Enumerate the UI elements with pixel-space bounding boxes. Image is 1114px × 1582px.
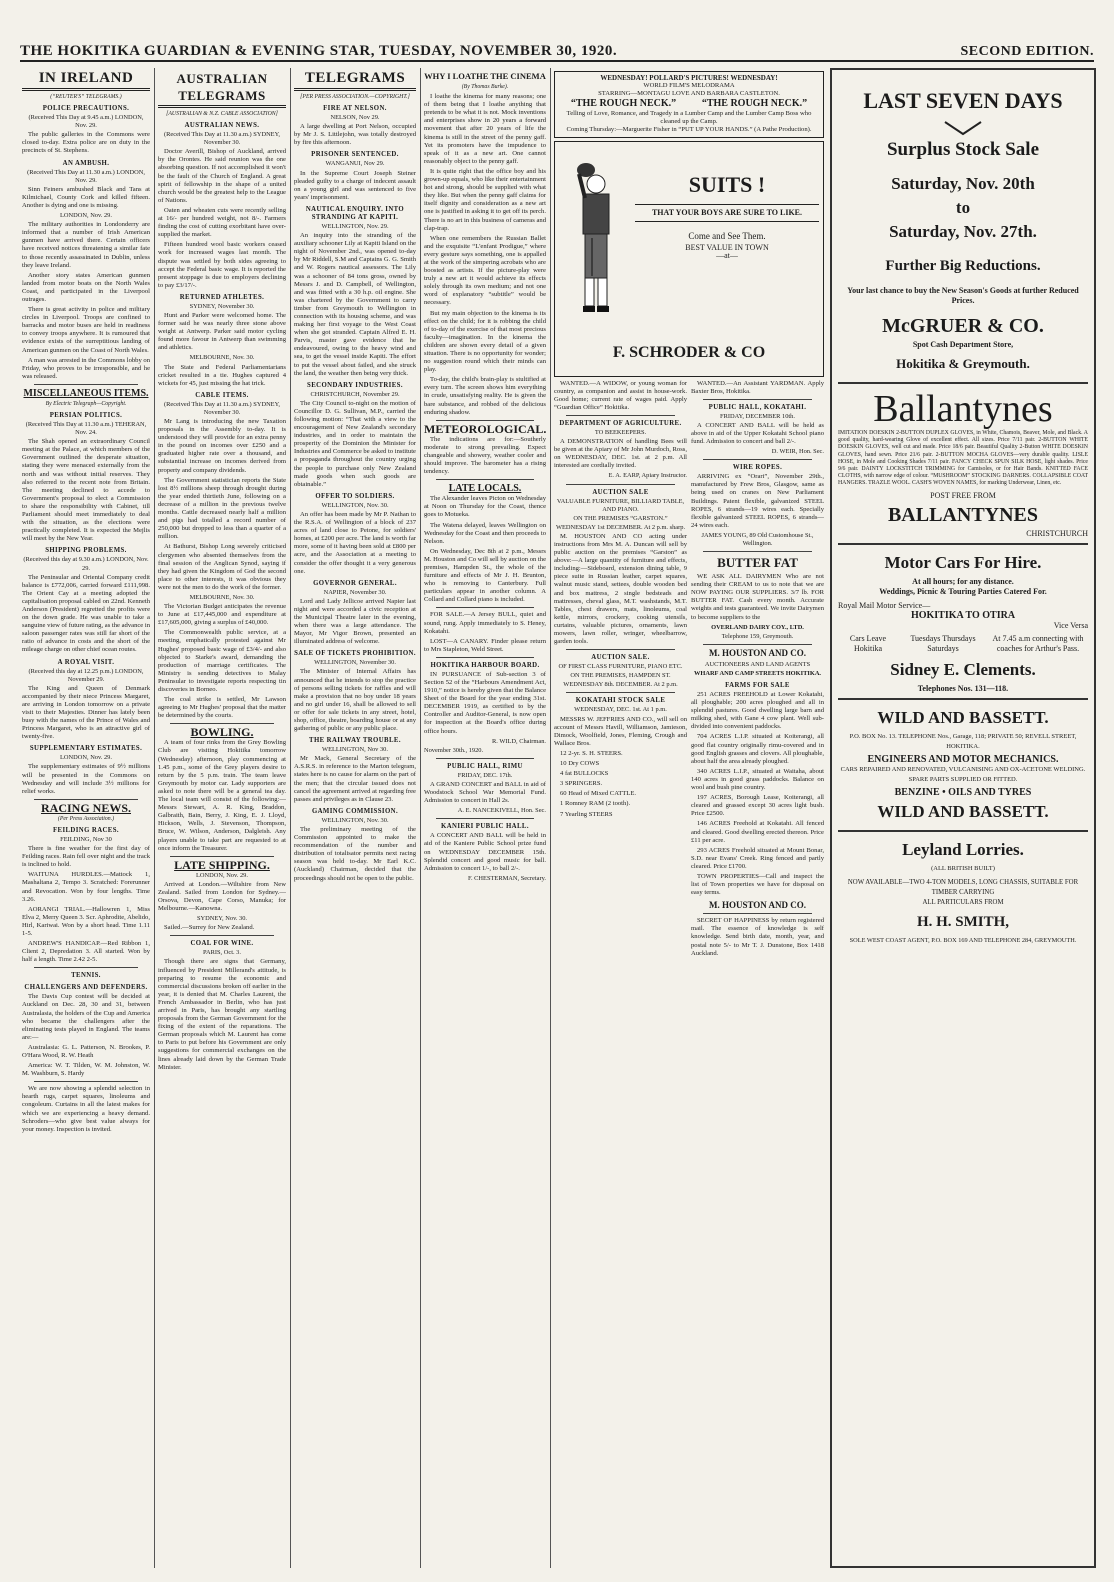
stock-sale-list: [554, 750, 687, 819]
kokatahi-text: A CONCERT AND BALL will be held as above in aid of the Upper Kokatahi School piano fund. Admission to concert and ball 2/-.: [691, 421, 824, 446]
column-ireland: [22, 68, 155, 1568]
list-paragraph: 197 ACRES, Borough Lease, Koiterangi, all cleared and grassed except 30 acres light bush. Price £2500.: [691, 794, 824, 818]
suits-line3: BEST VALUE IN TOWN: [685, 242, 769, 252]
rimu-heading: PUBLIC HALL, RIMU: [447, 762, 523, 770]
secret-happiness-ad: SECRET OF HAPPINESS by return registered mail. The essence of knowledge is self knowledge. Send birth date, month, year, and postal note 5/- to Mr T. J. Dunstone, Box 1418 Auckland.: [691, 917, 824, 957]
list-paragraph: 293 ACRES Freehold situated at Mount Bonar, S.D. near Evans' Creek. Ring fenced and partly cleared. Price £1700.: [691, 846, 824, 870]
article-text: The Commonwealth public service, at a meeting, emphatically protested against Mr Hughes' proposed basic wage of £3/4/- and also objected to Starke's award, demanding the production of marriage certificates. The Ministry is sending detectives to Malay Peninsular to investigate reports respecting tin discoveries in Borneo.: [158, 629, 286, 693]
motor-sub2: Weddings, Picnic & Touring Parties Catered For.: [879, 586, 1047, 596]
list-paragraph: On Wednesday, Dec 8th at 2 p.m., Messrs M. Houston and Co will sell by auction on the premises, Hampden St., the whole of the furniture and effects of Mr J. H. Brunton, who is removing to Canterbury. Full particulars appear in another column. A Collard and Collard piano is included.: [424, 547, 546, 604]
wire-ropes-heading: WIRE ROPES.: [732, 464, 783, 472]
royal-mail: Royal Mail Motor Service—: [838, 600, 931, 610]
butter-fat-tel: Telephone 159, Greymouth.: [721, 632, 794, 640]
pollard-sub: WORLD FILM'S MELODRAMA: [643, 82, 735, 90]
meteorological-text: The indications are for:—Southerly moderate to strong prevailing. Expect changeable and showery, weather cooler and should improve. The barometer has a rising tendency.: [424, 435, 546, 476]
spare-parts: SPARE PARTS SUPPLIED OR FITTED.: [908, 775, 1018, 783]
article-text: Another story states American gunmen landed from motor boats on the North Wales Coast, and participated in the Liverpool outrages.: [22, 271, 150, 303]
kaniere-sign: F. CHESTERMAN, Secretary.: [467, 874, 546, 882]
article-text: A large dwelling at Port Nelson, occupied by Mr J. S. Littlejohn, was totally destroyed by fire this afternoon.: [294, 123, 416, 147]
article-text: The Peninsular and Oriental Company credit balance is £772,006, carried forward £111,998. The Orient Cay at a meeting adopted the capitalisation proposal cabled on 22nd. Kenneth Anderson (President) regretted the profits were on the down grade. He was unable to take a sanguine view of future rating, as the advance in saloon passenger rates was still far short of the ratio of advance in costs and the short of the mileage charge on other chief ocean routes.: [22, 573, 150, 654]
article-text: An inquiry into the stranding of the auxiliary schooner Lily at Kapiti Island on the night of November 2nd., was opened to-day by Mr Riddell, S.M and Captains G. G. Smith and W. Rogers nautical assessors. The Lily was a schooner of 84 tons gross, owned by Messrs J. and D. Campbell, of Wellington, and was fitted with a 30 h.p. oil engine. She was chartered by the Government to carry timber from Greymouth to Wellington in connection with its housing scheme, and was making her first voyage to the West Coast when she got stranded. Captain Alfred E. H. Parvis, master gave evidence that he endeavoured, owing to the heavy wind and sea, to get the vessel inside Kapiti. The effort to put the vessel about failed, and she struck the land, the weather then being very thick.: [294, 232, 416, 377]
article-dateline: (Received This Day at 9.45 a.m.) LONDON, Nov. 29.: [28, 114, 144, 130]
list-paragraph: 3 SPRINGERS.: [560, 780, 603, 788]
article-heading: GOVERNOR GENERAL.: [313, 579, 397, 587]
column-telegrams: [294, 68, 421, 1568]
dept-sign: E. A. EARP, Apiary Instructor.: [608, 472, 687, 480]
article-text: Mr Mack, General Secretary of the A.S.R.S. in reference to the Marton telegram, states here is no cause for alarm on the part of the men; that the circular issued does not cancel the agreement arrived at regarding free passes and privileges as in Clause 23.: [294, 755, 416, 803]
suits-line2: Come and See Them.: [688, 230, 766, 241]
article-heading: FIRE AT NELSON.: [323, 105, 387, 113]
article-heading: SALE OF TICKETS PROHIBITION.: [294, 650, 416, 658]
list-paragraph: 60 Head of Mixed CATTLE.: [560, 790, 636, 798]
ballantynes-ad: [838, 382, 1088, 543]
article-text: There is great activity in police and military circles in Liverpool. Troops are confined to barracks and motor buses are held in readiness to convey troops anywhere. It is rumoured that evidence exists of the surreptitious landing of American gunmen on the Coast of North Wales.: [22, 306, 150, 354]
racing-heading: RACING NEWS.: [40, 800, 131, 815]
article-text: WAITUNA HURDLES.—Mattock 1, Mashaltana 2, Tempo 3. Scratched: Forerunner and Revocation. Won by four lengths. Time 3.26.: [22, 871, 150, 903]
late-locals-items: [424, 495, 546, 604]
wire-ropes-text: ARRIVING ex “Orari”, November 29th., manufactured by Frew Bros, Glasgow, same as being used on cranes on New Parliament Buildings. Patent flexible, galvanized STEEL ROPES, 6 strands—19 wires each. Specially flexible galvanized STEEL ROPES, 6 strands—24 wires each.: [691, 473, 824, 529]
article-text: The military authorities in Londonderry are informed that a number of Irish American gunmen have arrived there. Certain officers have received notices threatening a similar fate to those recently assassinated in Dublin, unless they leave Ireland.: [22, 221, 150, 269]
leyland-heading: Leyland Lorries.: [902, 839, 1024, 859]
sale-to-date: Saturday, Nov. 27th.: [889, 222, 1037, 241]
motor-heading: Motor Cars For Hire.: [884, 552, 1042, 572]
column-display-ads: [830, 68, 1096, 1568]
auction-where: ON THE PREMISES “GARSTON.”: [573, 514, 668, 522]
piano-auction-when: WEDNESDAY 8th. DECEMBER. At 2 p.m.: [563, 681, 678, 689]
article-dateline: LONDON, Nov. 29.: [60, 212, 112, 220]
list-paragraph: 251 ACRES FREEHOLD at Lower Kokatahi, all ploughable; 200 acres ploughed and all in splendid pastures. Good dwelling large barn and milking shed, with Gane 4 cow plant. Well sub-divided into convenient paddocks.: [691, 691, 824, 731]
pollard-film-title-2: “THE ROUGH NECK.”: [701, 98, 808, 110]
list-paragraph: 340 ACRES L.I.P., situated at Waitaha, about 140 acres in good grass paddocks. Balance on wool and bush pine country.: [691, 767, 824, 792]
article-text: Hunt and Parker were welcomed home. The former said he was nearly three stone above weight at Antwerp. Parker said motor cycling found more favour in Antwerp than swimming and athletics.: [158, 311, 286, 352]
shipping-items: [158, 872, 286, 933]
pollard-next: Coming Thursday:—Marguerite Fisher in “PUT UP YOUR HANDS.” (A Pathe Production).: [566, 126, 812, 134]
piano-auction-where: ON THE PREMISES, HAMPDEN ST.: [570, 672, 671, 680]
article-dateline: FEILDING, Nov 30: [60, 835, 112, 843]
coal-text: Though there are signs that Germany, influenced by President Millerand's attitude, is preparing to resume the economic and commercial discussions broken off earlier in the year, it is denied that M. Charles Laurent, the French Ambassador in Berlin, who has just arrived in Paris, has brought any startling proposals from the German Government for the fixing of the extent of the reparations. The German proposals which M. Laurent has come to Paris to put before his Government are only suggestions for commercial exchanges on the lines already laid down by the German Trade Minister.: [158, 958, 286, 1071]
telegrams-source: [PER PRESS ASSOCIATION.—COPYRIGHT.]: [300, 94, 410, 100]
farms-list: [691, 691, 824, 871]
tennis-subheading: CHALLENGERS AND DEFENDERS.: [24, 984, 148, 992]
list-paragraph: 12 2-yr. S. H. STEERS.: [560, 749, 623, 757]
harbour-sign: R. WILD, Chairman.: [491, 737, 546, 745]
wild-bassett-name: WILD AND BASSETT.: [877, 707, 1049, 727]
rimu-sign: A. E. NANCEKIVELL, Hon. Sec.: [457, 807, 546, 815]
list-paragraph: To-day, the child's brain-play is stultified at every turn. The screen shows him everything in crude, unsatisfying reality. He is given the bare substance, and robbed of the delicious enduring shadow.: [424, 376, 546, 416]
town-properties-text: TOWN PROPERTIES—Call and inspect the list of Town properties we have for disposal on easy terms.: [691, 872, 824, 897]
kaniere-text: A CONCERT AND BALL will be held in aid of the Kaniere Public School prize fund on WEDNESDAY DECEMBER 15th. Splendid concert and good music for ball. Admission to concert 1/-, to ball 2/-.: [424, 832, 546, 872]
racing-source: (Per Press Association.): [57, 815, 115, 822]
article-heading: CABLE ITEMS.: [195, 391, 249, 399]
ballantynes-post: POST FREE FROM: [930, 490, 996, 500]
article-text: Doctor Averill, Bishop of Auckland, arrived by the Orontes. He said reunion was the one absorbing question. If not accomplished it won't be the fault of the Church of England. A great spirit of fellowship in the shape of a united church would be the greatest help to the League of Nations.: [158, 148, 286, 204]
cinema-byline: (By Thomas Burke).: [461, 84, 509, 90]
article-text: The Victorian Budget anticipates the revenue to June at £17,445,000 and expenditure at £17,605,000, giving a surplus of £40,000.: [158, 603, 286, 627]
article-dateline: (Received This Day at 11.30 a.m.) SYDNEY, November 30.: [164, 131, 280, 147]
wild-bassett-addr: P.O. BOX No. 13. TELEPHONE Nos., Garage, 118; PRIVATE 50; REVELL STREET, HOKITIKA.: [849, 732, 1077, 750]
dept-heading: DEPARTMENT OF AGRICULTURE.: [559, 419, 682, 427]
mcgruer-name: McGRUER & CO.: [882, 315, 1044, 337]
harbour-date: November 30th., 1920.: [424, 746, 484, 754]
clements-name: Sidney E. Clements.: [890, 659, 1036, 679]
wanted-yardman-ad: WANTED.—An Assistant YARDMAN. Apply Baxter Bros, Hokitika.: [691, 379, 824, 395]
smith-name: H. H. SMITH,: [916, 913, 1010, 930]
mcgruer-sale-ad: [838, 88, 1088, 374]
article-dateline: WELLINGTON, November 30.: [314, 659, 396, 667]
australian-items: [158, 131, 286, 720]
article-text: Lord and Lady Jellicoe arrived Napier last night and were accorded a civic reception at the Municipal Theatre later in the evening, when there was a large attendance. The Mayor, Mr Vigor Brown, presented an illuminated address of welcome.: [294, 597, 416, 646]
article-heading: NAUTICAL ENQUIRY. INTO STRANDING AT KAPITI.: [305, 205, 405, 221]
list-paragraph: 10 Dry COWS: [560, 760, 600, 768]
list-paragraph: 7 Yearling STEERS: [560, 810, 613, 818]
wanted-widow-ad: WANTED.—A WIDOW, or young woman for country, as companion and assist in house-work. Good home; current rate of wages paid. Apply “Guardian Office” Hokitika.: [554, 379, 687, 411]
suits-heading: SUITS !: [688, 171, 766, 197]
houston-sub: AUCTIONEERS AND LAND AGENTS: [704, 660, 811, 668]
schedule-days: Tuesdays Thursdays Saturdays: [910, 633, 976, 653]
schedule-connect: At 7.45 a.m connecting with coaches for Arthur's Pass.: [992, 633, 1084, 653]
leyland-available: NOW AVAILABLE—TWO 4-TON MODELS, LONG CHASSIS, SUITABLE FOR TIMBER CARRYING: [847, 878, 1079, 896]
article-text: Sinn Feiners ambushed Black and Tans at Kilmichael, County Cork and killed fifteen. Another is dying and one is missing.: [22, 185, 150, 209]
shipping-heading: LATE SHIPPING.: [174, 857, 270, 872]
ballantynes-items: IMITATION DOESKIN 2-BUTTON DUPLEX GLOVES, in White, Chamois, Beaver, Mole, and Black. A good quality, hard-wearing Glove of excellent effect. All sizes. Price 7/11 pair. 2-BUTTON WHITE DOESKIN GLOVES, well cut and made. Price 18/6 pair. Beautiful Quality 2-Button WHITE DOESKIN GLOVES, hand sewn. Price 21/6 pair. 2-BUTTON MOCHA GLOVES—very durable quality. LISLE HOSE, in Mole and Cooking Shades 7/11 pair. FANCY CHECK SPUN SILK HOSE, light shades. Price 9/6 pair. DAINTY LOCKSTITCH TRIMMING for Camisoles, or for Hair Bands. KNITTED FACE CLOTHS, with narrow edge of colour. “MUSHROOM” STOCKING DARNERS. COLLAPSIBLE COAT HANGERS. TRAZLE WOOL. CASH'S WOVEN NAMES, for marking Underwear, Linen, etc.: [838, 430, 1088, 487]
late-locals-heading: LATE LOCALS.: [448, 483, 522, 495]
pollard-desc: Telling of Love, Romance, and Tragedy in a Lumber Camp and the Lumber Camp Boss who cleaned up the Camp.: [566, 110, 812, 126]
stock-sale-heading: KOKATAHI STOCK SALE: [575, 697, 666, 705]
article-dateline: WELLINGTON, Nov. 30.: [321, 501, 389, 509]
butter-fat-heading: BUTTER FAT: [717, 555, 798, 571]
article-heading: SHIPPING PROBLEMS.: [45, 547, 127, 555]
vice-versa: Vice Versa: [1053, 620, 1088, 630]
misc-items: [22, 412, 150, 796]
smith-sub: SOLE WEST COAST AGENT, P.O. BOX 169 AND TELEPHONE 284, GREYMOUTH.: [849, 936, 1077, 944]
article-heading: RETURNED ATHLETES.: [179, 293, 265, 301]
bowling-text: A team of four rinks from the Grey Bowling Club are visiting Hokitika tomorrow (Wednesday) afternoon, play commencing at 1.45 p.m., some of the Grey players desire to return by the 5 p.m. train. The team leave Greymouth by motor car. Lady supporters are asked to note there will be a general tea day. The local team will consist of the following:—Messrs Stewart, A. R. King, Braddon, Galbraith, Bain, Berry, J. King, E. J. Lloyd, Hickson, Wells, J. Stevenson, Thompson, Bruce, W. Wilson, Anderson, Dalgleish. Any players unable to take part are requested to at once inform the Treasurer.: [158, 739, 286, 852]
article-text: An offer has been made by Mr P. Nathan to the R.S.A. of Wellington of a block of 237 acres of land close to Petone, for soldiers' homes, at £200 per acre. The land is worth far more, some of it having been sold at £800 per acre, and the Association at a meeting to consider the offer thought it a very generous one.: [294, 510, 416, 575]
article-heading: THE RAILWAY TROUBLE.: [309, 737, 401, 745]
mcgruer-sub: Spot Cash Department Store,: [912, 340, 1014, 349]
ballantynes-logo: Ballantynes: [873, 388, 1053, 430]
ireland-items: [22, 105, 150, 381]
article-dateline: (Received This Day at 11.30 a.m.) LONDON, Nov. 29.: [27, 168, 145, 184]
farms-heading: FARMS FOR SALE: [725, 682, 790, 689]
article-text: ANDREW'S HANDICAP.—Red Ribbon 1, Client 2, Depredation 3. All started. Won by half a length. Time 2.42 2-5.: [22, 940, 150, 964]
article-dateline: NAPIER, November 30.: [323, 588, 387, 596]
article-heading: POLICE PRECAUTIONS.: [42, 105, 130, 113]
pollard-stars: STARRING—MONTAGU LOVE AND BARBARA CASTLETON.: [598, 90, 780, 98]
sale-from-date: Saturday, Nov. 20th: [891, 174, 1035, 193]
piano-auction-heading: AUCTION SALE.: [591, 654, 650, 662]
article-dateline: LONDON, Nov. 29.: [196, 871, 248, 879]
list-paragraph: 146 ACRES Freehold at Kokatahi. All fenced and cleared. Good dwelling erected thereon. Price £11 per acre.: [691, 820, 824, 844]
list-paragraph: 704 ACRES L.I.P. situated at Koiterangi, all good flat country originally rimu-covered and in good English grasses and clovers. All ploughable, about half the area already ploughed.: [691, 733, 824, 765]
article-text: A man was arrested in the Commons lobby on Friday, who proves to be irresponsible, and he was released.: [22, 356, 150, 380]
article-dateline: WANGANUI, Nov 29.: [325, 160, 385, 168]
tennis-heading: TENNIS.: [71, 972, 101, 980]
australian-sub: AUSTRALIAN NEWS.: [184, 122, 260, 130]
suits-firm: F. SCHRODER & CO: [612, 344, 766, 362]
article-text: The supplementary estimates of 9½ millions will be presented in the Commons on Wednesday and will include 3½ millions for relief works.: [22, 763, 150, 795]
article-heading: AN AMBUSH.: [62, 159, 110, 167]
article-text: There is fine weather for the first day of Feilding races. Rain fell over night and the track is inclined to hold.: [22, 845, 150, 869]
masthead: [20, 38, 1094, 62]
benzine-line: BENZINE • OILS AND TYRES: [894, 786, 1032, 798]
column-australian: [158, 68, 291, 1568]
article-dateline: WELLINGTON, Nov. 30.: [321, 816, 389, 824]
auction-when: WEDNESDAY 1st DECEMBER. At 2 p.m. sharp.: [555, 523, 686, 531]
auction-title: VALUABLE FURNITURE, BILLIARD TABLE, AND PIANO.: [556, 497, 685, 513]
wire-ropes-sign: JAMES YOUNG, 89 Old Customhouse St., Wellington.: [701, 531, 814, 547]
article-dateline: SYDNEY, November 30.: [189, 302, 255, 310]
town-properties-firm: M. HOUSTON AND CO.: [708, 900, 807, 911]
telegrams-heading: TELEGRAMS: [294, 70, 416, 91]
article-dateline: LONDON, Nov. 29.: [60, 754, 112, 762]
article-text: AORANGI TRIAL.—Hallowren 1, Miss Elva 2, Merry Queen 3. Scr. Aphrodite, Abelido, Hirl, Kariwai. Won by a short head. Time 1.11 1-5.: [22, 905, 150, 937]
newspaper-title: THE HOKITIKA GUARDIAN & EVENING STAR, TUESDAY, NOVEMBER 30, 1920.: [20, 43, 618, 59]
stock-sale-when: WEDNESDAY, DEC. 1st. At 1 p.m.: [574, 706, 667, 714]
pollard-film-title: “THE ROUGH NECK.”: [570, 98, 677, 110]
article-heading: PRISONER SENTENCED.: [311, 151, 399, 159]
kokatahi-sign: D. WEIR, Hon. Sec.: [771, 448, 824, 456]
auction-heading: AUCTION SALE: [592, 488, 649, 496]
article-dateline: NELSON, Nov 29.: [330, 114, 380, 122]
mcgruer-location: Hokitika & Greymouth.: [896, 356, 1030, 371]
meteorological-heading: METEOROLOGICAL.: [424, 421, 547, 436]
list-paragraph: The Watena delayed, leaves Wellington on Wednesday for the Coast and then proceeds to Nelson.: [424, 521, 546, 545]
article-heading: GAMING COMMISSION.: [311, 807, 399, 815]
article-dateline: MELBOURNE, Nov. 30.: [189, 593, 255, 601]
article-dateline: SYDNEY, Nov. 30.: [196, 915, 248, 923]
ads-right: [691, 380, 824, 960]
schroder-rugs-notice: We are now showing a splendid selection in hearth rugs, carpet squares, linoleums and congoleum. Curtains in all the latest makes for which we are experiencing a heavy demand. Schroders—who give best value always for your money. Inspection is invited.: [22, 1085, 150, 1133]
article-text: The public galleries in the Commons were closed to-day. Extra police are on duty in the precincts of St. Stephens.: [22, 131, 150, 155]
article-dateline: (Received this day at 12.25 p.m.) LONDON, November 29.: [28, 667, 144, 683]
article-heading: SECONDARY INDUSTRIES.: [307, 381, 403, 389]
wild-bassett-ad: [838, 698, 1088, 830]
auction-text: M. HOUSTON AND CO acting under instructions from Mrs M. A. Duncan will sell by public auction on the premises “Garston” as above:—A large quantity of furniture and effects, including:—Sideboard, extension dining table, 9 piece suite in Russian leather, carpet squares, walnut music stand, settees, double wooden bed and box mattress, 2 single bedsteads and mattresses, cheval glass, M.T. washstands, M.T. Tables, chest drawers, mats, linoleums, coal kettle, mirrors, crockery, cooking utensils, curtains, valuable pictures, ornaments, lawn mowers, lawn roller, wringer, wheelbarrow, garden tools.: [554, 532, 687, 646]
last-chance: Your last chance to buy the New Season's Goods at further Reduced Prices.: [847, 286, 1079, 305]
article-text: The Government statistician reports the State lost 8½ millions sheep through drought during the year ended thirtieth June, following on a decrease of a million in the previous twelve months. Cattle decreased nearly half a million and pigs had totalled a record number of 250,000 but dropped to less than a quarter of a million.: [158, 476, 286, 541]
pollard-top: WEDNESDAY! POLLARD'S PICTURES! WEDNESDAY!: [600, 74, 778, 82]
leyland-ad: [838, 830, 1088, 950]
suits-line1: THAT YOUR BOYS ARE SURE TO LIKE.: [651, 207, 803, 217]
leyland-sub: (ALL BRITISH BUILT): [931, 864, 995, 872]
coal-heading: COAL FOR WINE.: [190, 940, 254, 948]
leyland-particulars: ALL PARTICULARS FROM: [922, 898, 1004, 906]
stock-sale-text: MESSRS W. JEFFRIES AND CO., will sell on account of Messrs Havill, Williamson, Jamieson, Dimock, Woolfield, Jones, Fleming, Crough and Wallace Bros.: [554, 715, 687, 747]
coal-dateline: PARIS, Oct. 3.: [203, 949, 241, 957]
kokatahi-date: FRIDAY, DECEMBER 10th.: [720, 412, 795, 420]
article-dateline: (Received This Day at 11.30 a.m.) SYDNEY, November 30.: [164, 400, 280, 416]
edition-label: SECOND EDITION.: [960, 44, 1094, 59]
arrow-icon: [943, 120, 983, 136]
list-paragraph: 4 fat BULLOCKS: [560, 770, 609, 778]
boy-in-suit-icon: [561, 152, 631, 322]
article-heading: FEILDING RACES.: [52, 826, 120, 834]
article-text: The Minister of Internal Affairs has announced that he intends to stop the practice of persons selling tickets for raffles and will make a provision that no boy under 18 years and no girl under 16, shall be allowed to sell or offer for sale tickets in any street, hotel, shop, office, theatre, boarding house or at any gathering of public or any public place.: [294, 668, 416, 733]
article-dateline: WELLINGTON, Nov. 29.: [321, 222, 389, 230]
kokatahi-heading: PUBLIC HALL, KOKATAHI.: [708, 403, 807, 411]
harbour-text: IN PURSUANCE of Sub-section 3 of Section 52 of the “Harbours Amendment Act, 1910,” notice is hereby given that the Balance Sheet of the Board for the year ending 31st. DECEMBER 1919, as certified to by the Controller and Auditor-General, is now open for inspection at the Board's office during office hours.: [424, 670, 546, 735]
list-paragraph: When one remembers the Russian Ballet and the exquisite “L'enfant Prodigue,” where every gesture says something, one is appalled at the work of the simpering acrobats who are boosted as artists. If the picture-play were truly a new art it would achieve its effects solely through its own medium; and not one word of explanatory “subtitle” would be necessary.: [424, 234, 546, 307]
hokitika-otira: HOKITIKA TO OTIRA: [910, 609, 1016, 621]
list-paragraph: The Alexander leaves Picton on Wednesday at Noon on Thursday for the Coast, thence goes to Motueka.: [424, 495, 546, 519]
article-heading: SUPPLEMENTARY ESTIMATES.: [29, 745, 143, 753]
wild-bassett-name-2: WILD AND BASSETT.: [877, 801, 1049, 821]
motor-sub: At all hours; for any distance.: [912, 576, 1014, 586]
list-paragraph: But my main objection to the kinema is its effect on the child; for it is robbing the child of to-day of the exercise of that most precious faculty—imagination. In the kinema the children are shown every detail of a given situation. There is no opportunity for wonder; no suggestion round which their minds can play.: [424, 309, 546, 374]
surplus-stock-sale: Surplus Stock Sale: [886, 139, 1040, 160]
butter-fat-text: WE ASK ALL DAIRYMEN Who are not sending their CREAM to us to note that we are NOW PAYING OUR SUPPLIERS. 3/7 lb. FOR BUTTER FAT. Cash every month. Accurate weights and tests guaranteed. We invite Dairymen to become suppliers to the: [691, 573, 824, 621]
suits-at: —at—: [716, 250, 738, 260]
article-heading: A ROYAL VISIT.: [57, 658, 115, 666]
sale-to: to: [955, 198, 971, 217]
ireland-source: (“REUTER'S” TELEGRAMS.): [50, 94, 122, 100]
butter-fat-firm: OVERLAND DAIRY COY., LTD.: [711, 623, 804, 631]
ballantynes-big: BALLANTYNES: [887, 503, 1039, 526]
schedule: [838, 634, 1088, 654]
article-dateline: MELBOURNE, Nov. 30.: [189, 354, 255, 362]
engineers-sub: CARS REPAIRED AND RENOVATED, VULCANISING AND OX-ACETONE WELDING.: [840, 765, 1086, 773]
ireland-heading: IN IRELAND: [22, 70, 150, 91]
article-text: The preliminary meeting of the Commission appointed to make the recommendation of the number and distribution of totalisator permits next racing season was held to-day. Mr Earl K.C. (Auckland) Chairman, decided that the proceedings should not be open to the public.: [294, 825, 416, 882]
further-reductions: Further Big Reductions.: [885, 258, 1041, 274]
engineers-heading: ENGINEERS AND MOTOR MECHANICS.: [867, 753, 1059, 765]
ads-left: [554, 380, 687, 960]
cars-leave: Cars Leave Hokitika: [849, 633, 887, 653]
article-text: The Shah opened an extraordinary Council meeting at the Palace, at which members of the Government outlined the desperate situation, stating they were menaced externally from the north and was without initial reserves. They also referred to the recent note from Britain. The meeting declined to accede to Government's proposal to elect a Commission to share the responsibility with Cabinet, till Parliament should meet immediately to deal with the situation, as the elections were practically completed. It is expected the Mejlis will meet by the New Year.: [22, 438, 150, 543]
houston-heading: M. HOUSTON AND CO.: [708, 647, 807, 658]
article-dateline: WELLINGTON, Nov 30.: [322, 746, 388, 754]
australian-heading: AUSTRALIAN TELEGRAMS: [158, 70, 286, 108]
small-ad-bull: FOR SALE.—A Jersey BULL, quiet and sound, rung. Apply immediately to S. Heney, Kokatahi.: [424, 611, 546, 635]
article-text: Oaten and wheaten cuts were recently selling at 16/- per hundred weight, not 8/-. Farmers finding the cost of cutting exorbitant have over-supplied the market.: [158, 206, 286, 239]
article-text: The City Council to-night on the motion of Councillor D. G. Sullivan, M.P., carried the following motion: “That with a view to the encouragement of New Zealand's secondary industries, and in order to maintain the prosperity of the Dominion the Minister for Industries and Commerce be asked to institute a propaganda throughout the country urging the people to purchase only New Zealand made goods when such goods are obtainable.”: [294, 399, 416, 488]
column-cinema: [424, 68, 551, 1568]
article-text: The coal strike is settled, Mr Lawson agreeing to Mr Hughes' proposal that the matter be determined by the courts.: [158, 696, 286, 720]
kaniere-heading: KANIERI PUBLIC HALL.: [441, 823, 529, 831]
rimu-text: A GRAND CONCERT and BALL in aid of Woodstock School War Memorial Fund. Admission to concert in Hall 2s.: [424, 780, 546, 805]
small-ad-canary: LOST—A CANARY. Finder please return to Mrs Stapleton, Weld Street.: [424, 637, 546, 653]
article-heading: PERSIAN POLITICS.: [49, 412, 123, 419]
piano-auction-title: OF FIRST CLASS FURNITURE, PIANO ETC.: [558, 663, 683, 671]
bowling-heading: BOWLING.: [190, 725, 254, 740]
article-text: In the Supreme Court Joseph Steiner pleaded guilty to a charge of indecent assault on a young girl and was sentenced to five years' imprisonment.: [294, 169, 416, 201]
racing-items: [22, 827, 150, 964]
list-paragraph: 1 Romney RAM (2 tooth).: [560, 800, 631, 808]
article-text: Fifteen hundred wool basic workers ceased work for increased wages last month. The dispute was settled by both sides agreeing to accept the Federal basic wage. It is reported the present stoppage is due to employers declining to pay £3/17/-.: [158, 241, 286, 289]
dept-sub: TO BEEKEEPERS.: [594, 428, 647, 436]
clements-tel: Telephones Nos. 131—118.: [917, 683, 1009, 693]
harbour-heading: HOKITIKA HARBOUR BOARD.: [430, 661, 540, 669]
tennis-team-aus: Australasia: G. L. Patterson, N. Brookes, P. O'Hara Wood, R. W. Heath: [22, 1043, 150, 1059]
misc-heading: MISCELLANEOUS ITEMS.: [23, 387, 149, 399]
australian-source: [AUSTRALIAN & N.Z. CABLE ASSOCIATION]: [166, 111, 278, 117]
telegrams-items: [294, 105, 416, 883]
pollard-ad: [554, 71, 824, 138]
article-dateline: CHRISTCHURCH, November 29.: [310, 390, 400, 398]
rimu-date: FRIDAY, DEC. 17th.: [457, 771, 513, 779]
schroder-suits-ad: [554, 141, 824, 377]
clements-motor-ad: [838, 543, 1088, 698]
list-paragraph: I loathe the kinema for many reasons; one of them being that I loathe anything that pretends to be what it is not. Mock inventions and enterprises show in 20 years a forward movement that after 20 years of life the kinema is still in the street of the penny gaff. Yet its promoters have the impudence to speak of it as a new art. One cannot reasonably object to the penny gaff.: [424, 93, 546, 165]
tennis-team-usa: America: W. T. Tilden, W. M. Johnston, W. M. Washburn, S. Hardy: [22, 1062, 150, 1078]
ballantynes-city: CHRISTCHURCH: [1026, 528, 1088, 538]
article-text: The King and Queen of Denmark accompanied by their niece Princess Margaret, are arriving in London tomorrow on a private visit to their Majesties. Dinner has lately been busy with the names of the Prince of Wales and Princess Margaret, who is an attractive girl of twenty-five.: [22, 684, 150, 741]
article-text: The State and Federal Parliamentarians cricket resulted in a tie. Hughes captured 4 wickets for 45, just missing the hat trick.: [158, 363, 286, 387]
article-dateline: (Received this day at 9.30 a.m.) LONDON, Nov. 29.: [23, 556, 149, 572]
list-paragraph: It is quite right that the office boy and his grown-up equals, who like their entertainment hot and strong, should be supplied with what they like. But when the penny gaff claims for itself dignity and consideration as a new art one is justified in asking it to get off its perch. There is no art in this business of cameras and clap-trap.: [424, 167, 546, 232]
dept-text: A DEMONSTRATION of handling Bees will be given at the Apiary of Mr John Murdoch, Ross, on WEDNESDAY, DEC. 1st. at 2 p.m. All interested are cordially invited.: [554, 438, 687, 470]
cinema-paras: [424, 93, 546, 417]
article-text: At Bathurst, Bishop Long severely criticised clergymen who absented themselves from the final session of the Anglican Synod, saying if they had given the Kingdom of God the second place to other interests, it was obvious they were not the men to do the work of the former.: [158, 543, 286, 591]
article-text: Mr Lang is introducing the new Taxation proposals in the Assembly to-day. It is understood they will provide for an extra penny in the pound on incomes over £250 and a graduated higher rate over a thousand, and substantial increase on incomes derived from property and company dividends.: [158, 418, 286, 474]
article-dateline: (Received This Day at 11.30 a.m.) TEHERAN, Nov. 24.: [25, 421, 147, 437]
article-text: Arrived at London.—Wiltshire from New Zealand. Sailed from London for Sydney.—Orsova, Devon, Cape Corso, Manuka; for Melbourne.—Kanowna.: [158, 880, 286, 913]
last-seven-days: LAST SEVEN DAYS: [863, 88, 1063, 113]
cinema-heading: WHY I LOATHE THE CINEMA: [424, 71, 546, 81]
article-heading: OFFER TO SOLDIERS.: [315, 492, 395, 500]
article-text: Sailed.—Surrey for New Zealand.: [164, 924, 255, 932]
column-advertisements: [554, 68, 824, 1568]
misc-source: By Electric Telegraph—Copyright.: [45, 400, 127, 407]
houston-addr: WHARF AND CAMP STREETS HOKITIKA.: [693, 669, 822, 677]
tennis-text: The Davis Cup contest will be decided at Auckland on Dec. 28, 30 and 31, between Australasia, the holders of the Cup and America who became the challengers after the eliminating tests played in England. The teams are:—: [22, 993, 150, 1041]
